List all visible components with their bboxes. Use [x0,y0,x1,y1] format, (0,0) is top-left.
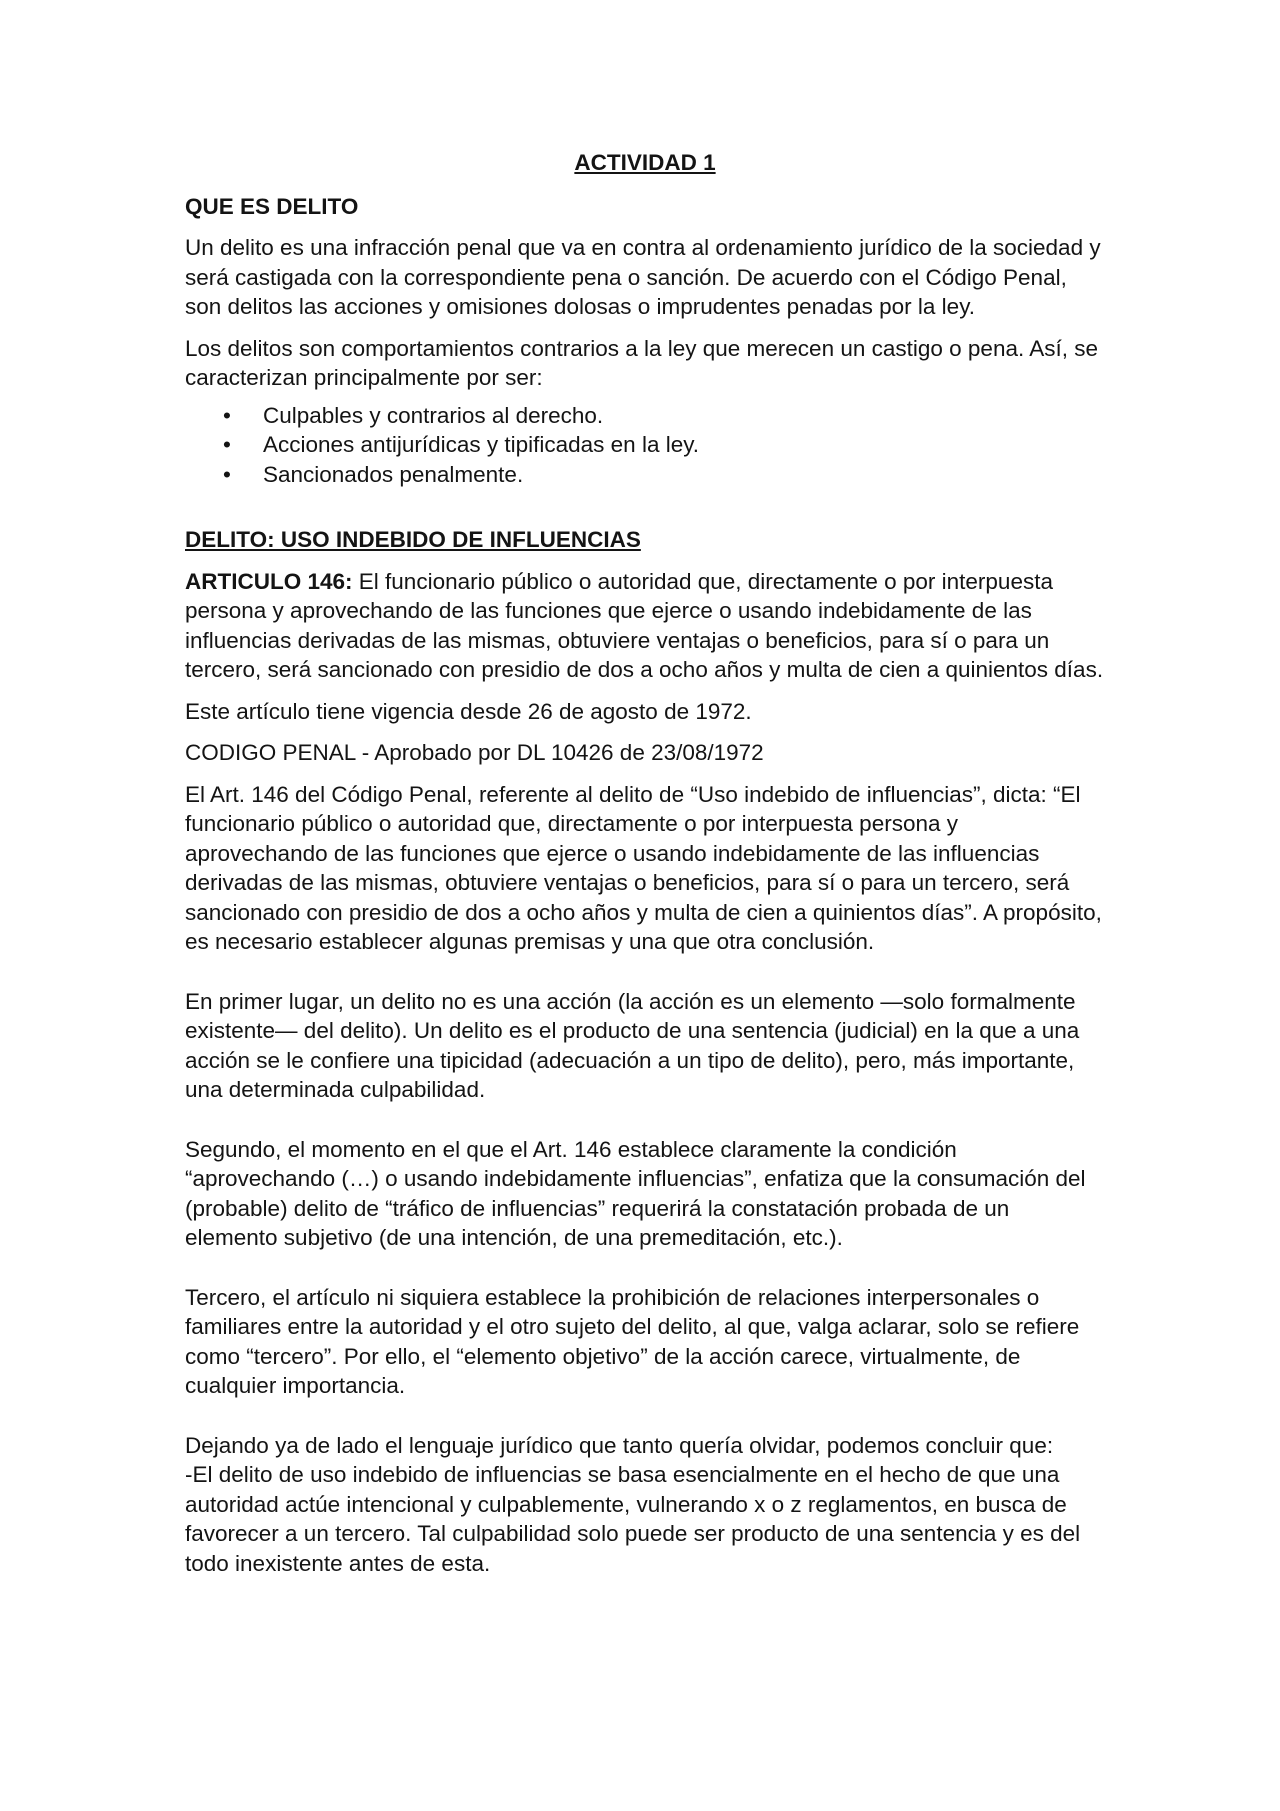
list-item [185,460,1105,490]
list-item-text: Culpables y contrarios al derecho. [263,402,604,428]
paragraph-tercero: Tercero, el artículo ni siquiera establece la prohibición de relaciones interpersonales o familiares entre la autoridad y el otro sujeto del delito, al que, valga aclarar, solo se refiere como “tercero”. Por ello, el “elemento objetivo” de la acción carece, virtualmente, de cualquier importancia. [185,1284,1080,1398]
paragraph-primero: En primer lugar, un delito no es una acción (la acción es un elemento —solo formalmente existente— del delito). Un delito es el producto de una sentencia (judicial) en la que a una acción se le confiere una tipicidad (adecuación a un tipo de delito), pero, más importante, una determinada culpabilidad. [185,988,1080,1102]
paragraph-vigencia: Este artículo tiene vigencia desde 26 de agosto de 1972. [185,698,752,724]
article-label: ARTICULO 146: [185,568,353,594]
paragraph-segundo: Segundo, el momento en el que el Art. 146 establece claramente la condición “aprovechando (…) o usando indebidamente influencias”, enfatiza que la consumación del (probable) delito de “tráfico de influencias” requerirá la constatación probada de un elemento subjetivo (de una intención, de una premeditación, etc.). [185,1136,1086,1250]
list-item-text: Acciones antijurídicas y tipificadas en la ley. [263,432,700,457]
list-item [185,401,1105,431]
paragraph-codigo-penal: CODIGO PENAL - Aprobado por DL 10426 de 23/08/1972 [185,740,764,765]
document-page [185,148,1105,1578]
section-heading-uso-indebido: DELITO: USO INDEBIDO DE INFLUENCIAS [185,527,641,552]
bullet-icon: • [223,461,231,487]
list-item-text: Sancionados penalmente. [263,461,524,487]
characteristics-list [185,401,1105,490]
paragraph-definicion: Un delito es una infracción penal que va en contra al ordenamiento jurídico de la sociedad y será castigada con la correspondiente pena o sanción. De acuerdo con el Código Penal, son delitos las acciones y omisiones dolosas o imprudentes penadas por la ley. [185,235,1101,319]
bullet-icon: • [223,432,231,457]
section-heading-que-es-delito: QUE ES DELITO [185,193,359,219]
paragraph-conclusion: -El delito de uso indebido de influencias se basa esencialmente en el hecho de que una autoridad actúe intencional y culpablemente, vulnerando x o z reglamentos, en busca de favorecer a un tercero. Tal culpabilidad solo puede ser producto de una sentencia y es del todo inexistente antes de esta. [185,1462,1081,1576]
list-item [185,430,1105,460]
document-title: ACTIVIDAD 1 [574,150,716,175]
article-text: El funcionario público o autoridad que, directamente o por interpuesta persona y aprovechando de las funciones que ejerce o usando indebidamente de las influencias derivadas de las mismas, obtuviere ventajas o beneficios, para sí o para un tercero, será sancionado con presidio de dos a ocho años y multa de cien a quinientos días. [185,568,1104,682]
paragraph-caracteristicas: Los delitos son comportamientos contrarios a la ley que merecen un castigo o pena. Así, se caracterizan principalmente por ser: [185,335,1099,390]
paragraph-art-146: El Art. 146 del Código Penal, referente al delito de “Uso indebido de influencias”, dicta: “El funcionario público o autoridad que, directamente o por interpuesta persona y aprovechando de las funciones que ejerce o usando indebidamente de las influencias derivadas de las mismas, obtuviere ventajas o beneficios, para sí o para un tercero, será sancionado con presidio de dos a ocho años y multa de cien a quinientos días”. A propósito, es necesario establecer algunas premisas y una que otra conclusión. [185,781,1102,954]
bullet-icon: • [223,402,231,428]
paragraph-conclusion-intro: Dejando ya de lado el lenguaje jurídico que tanto quería olvidar, podemos concluir que: [185,1432,1054,1458]
paragraph-articulo-146 [185,567,1105,685]
